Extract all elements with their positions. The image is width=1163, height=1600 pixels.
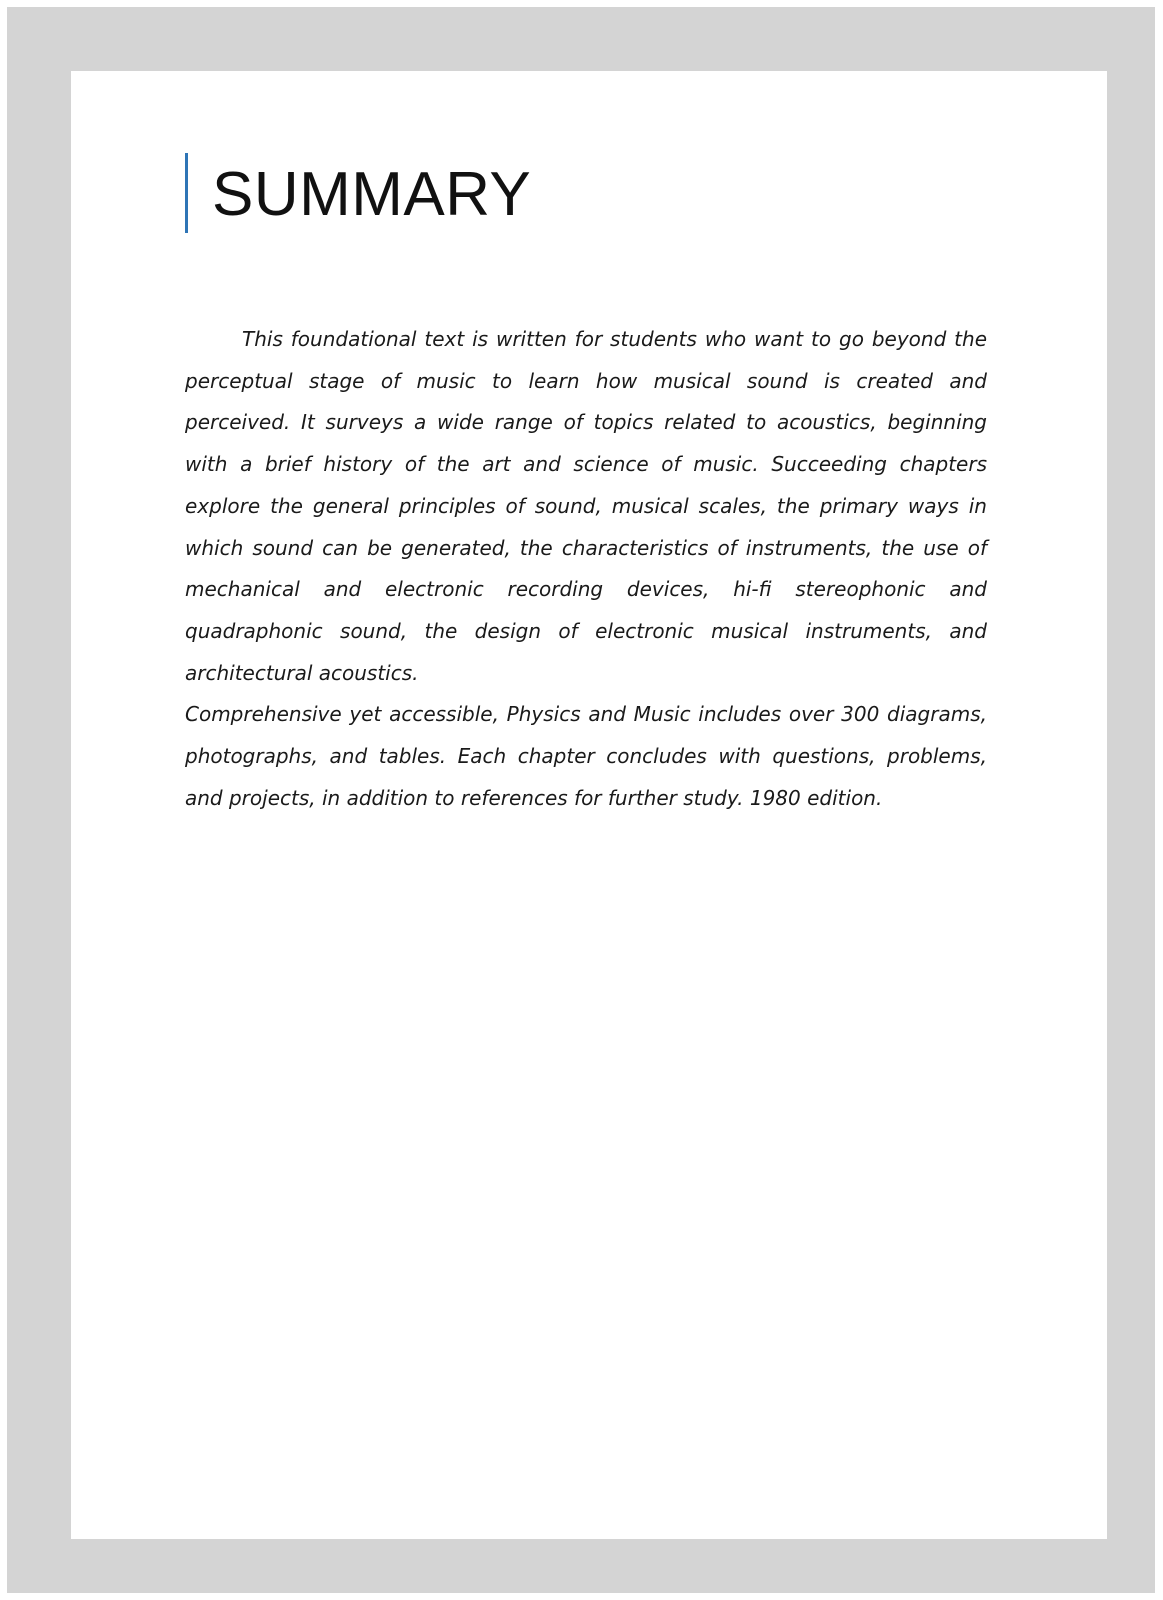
page-title: SUMMARY: [212, 160, 532, 229]
page-frame: [7, 7, 1155, 1593]
summary-paragraph-1: This foundational text is written for students who want to go beyond the perceptual stage of music to learn how musical sound is created and perceived. It surveys a wide range of topics related to acoustics, beginning with a brief history of the art and science of music. Succeeding chapters explore the general principles of sound, musical scales, the primary ways in which sound can be generated, the characteristics of instruments, the use of mechanical and electronic recording devices, hi-fi stereophonic and quadraphonic sound, the design of electronic musical instruments, and architectural acoustics.: [185, 327, 987, 685]
title-block: [185, 153, 531, 233]
summary-body: [185, 319, 987, 819]
document-page: [71, 71, 1107, 1539]
summary-paragraph-2: Comprehensive yet accessible, Physics and Music includes over 300 diagrams, photographs, and tables. Each chapter concludes with questions, problems, and projects, in addition to references for further study. 1980 edition.: [185, 702, 987, 810]
title-accent-bar: [185, 153, 188, 233]
